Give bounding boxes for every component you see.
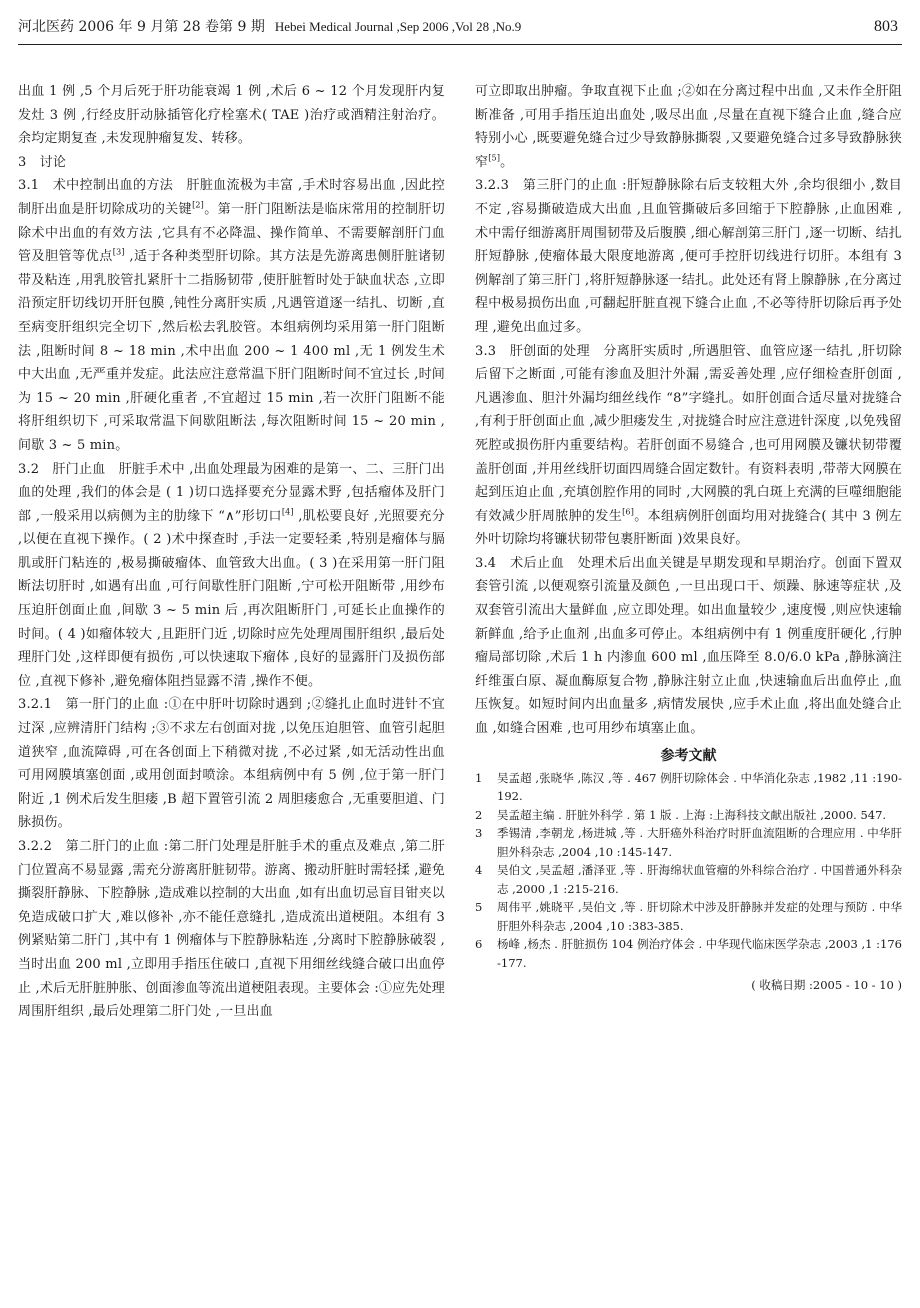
citation-6: [6] [622,507,635,517]
text: 可立即取出肿瘤。争取直视下止血 ;②如在分离过程中出血 ,又未作全肝阻断准备 ,可用手指压迫出血处 ,吸尽出血 ,尽量在直视下缝合止血 ,缝合应特别小心 ,既要避免缝合过少导致静脉撕裂 ,又要避免缝合过多导致静脉狭窄 [475,84,902,170]
citation-2: [2] [192,200,204,210]
reference-number: 4 [475,863,483,878]
reference-text: 吴孟超主编 . 肝脏外科学 . 第 1 版 . 上海 :上海科技文献出版社 ,2000. 547. [497,807,887,822]
paragraph-results-end: 出血 1 例 ,5 个月后死于肝功能衰竭 1 例 ,术后 6 ~ 12 个月发现肝内复发灶 3 例 ,行经皮肝动脉插管化疗栓塞术( TAE )治疗或酒精注射治疗。余均定期复查 ,未发现肿瘤复发、转移。 [18,84,445,147]
reference-item [475,806,902,825]
text: 。第一肝门阻断法是临床常用的控制肝切除术中出血的有效方法 ,它具有不必降温、操作简单、不需要解剖肝门血管及胆管等优点 [18,201,445,265]
paragraph-3-2-3: 3.2.3 第三肝门的止血 :肝短静脉除右后支较粗大外 ,余均很细小 ,数目不定 ,容易撕破造成大出血 ,且血管撕破后多回缩于下腔静脉 ,止血困难 ,术中需仔细游离肝周围韧带及后腹膜 ,细心解剖第三肝门 ,逐一切断、结扎肝短静脉 ,使瘤体最大限度地游离 ,便可手控肝切线进行切肝。本组有 3 例解剖了第三肝门 ,将肝短静脉逐一结扎。此处还有肾上腺静脉 ,在分离过程中极易损伤出血 ,可翻起肝脏直视下缝合止血 ,不必等待肝切除后再予处理 ,避免出血过多。 [475,178,902,335]
paragraph-3-2-2: 3.2.2 第二肝门的止血 :第二肝门处理是肝脏手术的重点及难点 ,第二肝门位置高不易显露 ,需充分游离肝脏韧带。游离、搬动肝脏时需轻揉 ,避免撕裂肝静脉、下腔静脉 ,造成难以控制的大出血 ,如有出血切忌盲目钳夹以免造成破口扩大 ,难以修补 ,亦不能任意缝扎 ,造成流出道梗阻。本组有 3 例紧贴第二肝门 ,其中有 1 例瘤体与下腔静脉粘连 ,分离时下腔静脉破裂 ,当时出血 200 ml ,立即用手指压住破口 ,直视下用细丝线缝合破口出血停止 ,术后无肝脏肿胀、创面渗血等流出道梗阻表现。主要体会 :①应先处理周围肝组织 ,最后处理第二肝门处 ,一旦出血 [18,839,445,1020]
citation-3: [3] [112,247,125,257]
reference-item [475,861,902,898]
reference-item [475,898,902,935]
reference-item [475,824,902,861]
text: 。本组病例肝创面均用对拢缝合( 其中 3 例左外叶切除均将镰状韧带包裹肝断面 )效果良好。 [475,508,903,548]
text: 。 [500,154,514,170]
paragraph-3-2 [18,458,445,694]
text: 3.3 肝创面的处理 分离肝实质时 ,所遇胆管、血管应逐一结扎 ,肝切除后留下之断面 ,可能有渗血及胆汁外漏 ,需妥善处理 ,应仔细检查肝创面 ,凡遇渗血、胆汁外漏均细丝线作 “8”字缝扎。如肝创面合适尽量对拢缝合 ,有利于肝创面止血 ,减少胆瘘发生 ,对拢缝合时应注意进针深度 ,以免残留死腔或损伤肝内重要结构。若肝创面不易缝合 ,也可用网膜及镰状韧带覆盖肝创面 ,并用丝线肝切面四周缝合固定数针。有资料表明 ,带蒂大网膜在起到压迫止血 ,充填创腔作用的同时 ,大网膜的乳白斑上充满的巨噬细胞能有效减少肝周脓肿的发生 [475,343,902,524]
paragraph-3-2-2-continued [475,80,902,174]
journal-name-en: Hebei Medical Journal ,Sep 2006 ,Vol 28 ,No.9 [274,19,522,34]
reference-number: 6 [475,937,483,952]
citation-4: [4] [281,507,294,517]
received-date: ( 收稿日期 :2005 - 10 - 10 ) [751,978,902,993]
paragraph-3-2-1: 3.2.1 第一肝门的止血 :①在中肝叶切除时遇到 ;②缝扎止血时进针不宜过深 ,应辨清肝门结构 ;③不求左右创面对拢 ,以免压迫胆管、血管引起胆道狭窄 ,血流障碍 ,可在各创面上下稍微对拢 ,不必过紧 ,如无活动性出血可用网膜填塞创面 ,或用创面封喷涂。本组病例中有 5 例 ,位于第一肝门附近 ,1 例术后发生胆瘘 ,B 超下置管引流 2 周胆瘘愈合 ,无重要胆道、门脉损伤。 [18,697,445,831]
right-column [475,80,902,996]
reference-number: 5 [475,900,483,915]
reference-number: 1 [475,770,483,785]
text: 3.2 肝门止血 肝脏手术中 ,出血处理最为困难的是第一、二、三肝门出血的处理 ,我们的体会是 ( 1 )切口选择要充分显露术野 ,包括瘤体及肝门部 ,一般采用以病侧为主的肋缘下 “∧”形切口 [18,461,445,524]
text: 3.1 术中控制出血的方法 肝脏血流极为丰富 ,手术时容易出血 ,因此控制肝出血是肝切除成功的关键 [18,178,445,217]
paragraph-3-4: 3.4 术后止血 处理术后出血关键是早期发现和早期治疗。创面下置双套管引流 ,以便观察引流量及颜色 ,一旦出现口干、烦躁、脉速等症状 ,及双套管引流出大量鲜血 ,应立即处理。如出血量较少 ,速度慢 ,则应快速输新鲜血 ,给予止血剂 ,出血多可停止。本组病例中有 1 例重度肝硬化 ,行肿瘤局部切除 ,术后 1 h 内渗血 600 ml ,血压降至 8.0/6.0 kPa ,静脉滴注纤维蛋白原、凝血酶原复合物 ,静脉注射立止血 ,快速输血后出血停止 ,血压恢复。如短时间内出血量多 ,病情发展快 ,应手术止血 ,将出血处缝合止血 ,如缝合困难 ,也可用纱布填塞止血。 [475,555,902,737]
running-header [18,10,902,45]
reference-list [475,769,902,973]
section-heading-discussion: 3 讨论 [18,154,67,170]
reference-item [475,769,902,806]
reference-number: 2 [475,807,483,822]
page-number: 803 [874,18,898,35]
references-title: 参考文献 [660,747,717,764]
reference-text: 周伟平 ,姚晓平 ,吴伯文 ,等 . 肝切除术中涉及肝静脉并发症的处理与预防 . 中华肝胆外科杂志 ,2004 ,10 :383-385. [497,900,902,933]
text: ,适于各种类型肝切除。其方法是先游离患侧肝脏诸韧带及粘连 ,用乳胶管扎紧肝十二指肠韧带 ,使肝脏暂时处于缺血状态 ,立即沿预定肝切线切开肝包膜 ,钝性分离肝实质 ,凡遇管道逐一结扎、切断 ,直至病变肝组织完全切下 ,然后松去乳胶管。本组病例均采用第一肝门阻断法 ,阻断时间 8 ~ 18 min ,术中出血 200 ~ 1 400 ml ,无 1 例发生术中大出血 ,无严重并发症。此法应注意常温下肝门阻断时间不宜过长 ,时间为 15 ~ 20 min ,肝硬化重者 ,不宜超过 15 min ,若一次肝门阻断不能将肝组织切下 ,可采取常温下间歇阻断法 ,每次阻断时间 15 ~ 20 min ,间歇 3 ~ 5 min。 [18,249,445,453]
journal-citation [18,10,521,44]
paragraph-3-3 [475,340,902,552]
journal-name-cn: 河北医药 2006 年 9 月第 28 卷第 9 期 [18,19,265,35]
reference-text: 季锡清 ,李朝龙 ,杨进城 ,等 . 大肝癌外科治疗时肝血流阻断的合理应用 . 中华肝胆外科杂志 ,2004 ,10 :145-147. [497,826,902,859]
reference-text: 杨峰 ,杨杰 . 肝脏损伤 104 例治疗体会 . 中华现代临床医学杂志 ,2003 ,1 :176-177. [497,937,902,970]
reference-text: 吴孟超 ,张晓华 ,陈汉 ,等 . 467 例肝切除体会 . 中华消化杂志 ,1982 ,11 :190-192. [497,770,902,804]
reference-number: 3 [475,826,483,841]
reference-item [475,935,902,972]
citation-5: [5] [488,153,501,163]
left-column [18,80,445,1024]
paragraph-3-1 [18,174,445,457]
text: ,肌松要良好 ,光照要充分 ,以便在直视下操作。( 2 )术中探查时 ,手法一定要轻柔 ,特别是瘤体与膈肌或肝门粘连的 ,极易撕破瘤体、血管致大出血。( 3 )在采用第一肝门阻断法切肝时 ,如遇有出血 ,可行间歇性肝门阻断 ,宁可松开阻断带 ,用纱布压迫肝创面止血 ,间歇 3 ~ 5 min 后 ,再次阻断肝门 ,可延长止血操作的时间。( 4 )如瘤体较大 ,且距肝门近 ,切除时应先处理周围肝组织 ,最后处理肝门处 ,这样即便有损伤 ,可以快速取下瘤体 ,良好的显露肝门及损伤部位 ,直视下修补 ,避免瘤体阻挡显露不清 ,操作不便。 [18,508,445,689]
reference-text: 吴伯文 ,吴孟超 ,潘泽亚 ,等 . 肝海绵状血管瘤的外科综合治疗 . 中国普通外科杂志 ,2000 ,1 :215-216. [497,863,902,896]
